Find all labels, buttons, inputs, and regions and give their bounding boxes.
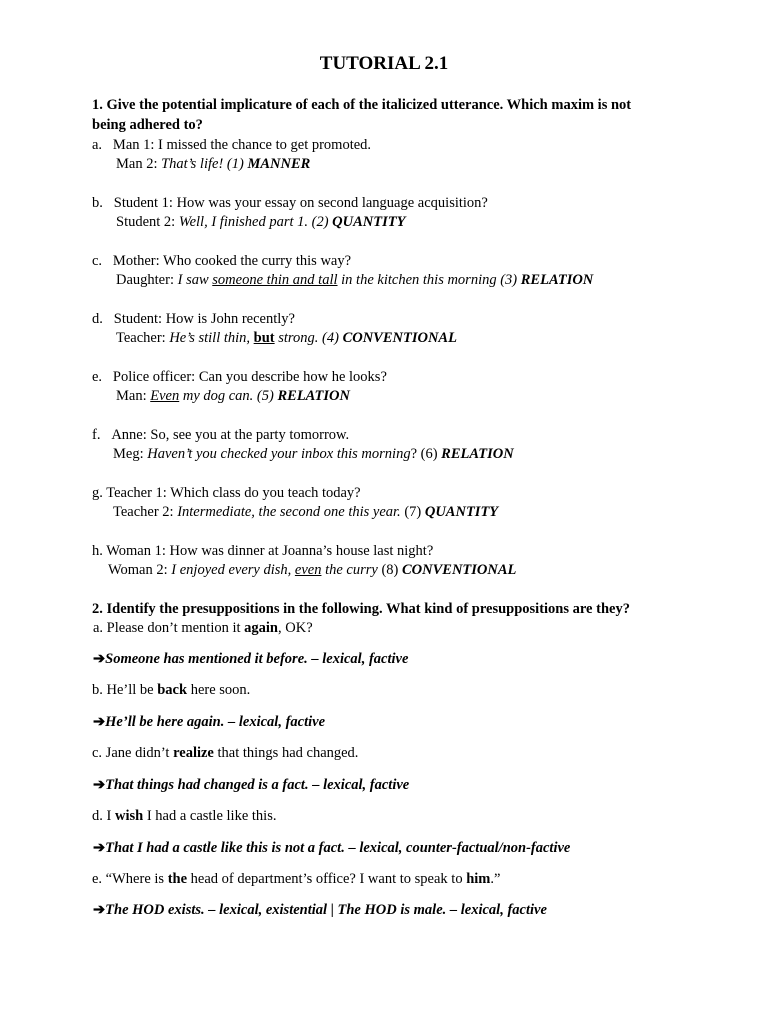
utterance-end: my dog can. (5) <box>179 388 278 404</box>
speaker: Teacher: <box>116 330 170 346</box>
arrow-icon: ➔ <box>93 902 106 918</box>
italic-utterance <box>150 388 277 404</box>
question-1-heading-line-2: being adhered to? <box>92 117 203 133</box>
q1-item-b-line-1: b. Student 1: How was your essay on second language acquisition? <box>92 195 488 211</box>
underlined-phrase: but <box>253 330 275 346</box>
q2-answer-b <box>93 713 325 731</box>
sentence-start: a. Please don’t mention it <box>93 620 245 636</box>
maxim-answer: CONVENTIONAL <box>342 330 457 346</box>
page-title: TUTORIAL 2.1 <box>319 53 449 74</box>
sentence-start: b. He’ll be <box>92 682 158 698</box>
answer-text: He’ll be here again. – lexical, factive <box>105 714 326 730</box>
sentence-start: d. I <box>92 808 115 824</box>
answer-text: That I had a castle like this is not a fact. – lexical, counter-factual/non-factive <box>105 840 571 856</box>
maxim-answer: MANNER <box>247 156 311 172</box>
arrow-icon: ➔ <box>93 714 106 730</box>
speaker: Daughter: <box>116 272 178 288</box>
speaker: Man 2: <box>116 156 162 172</box>
italic-utterance <box>171 562 378 578</box>
q2-answer-d <box>93 839 570 857</box>
italic-utterance: Well, I finished part 1. (2) <box>178 214 333 230</box>
maxim-answer: RELATION <box>441 446 514 462</box>
speaker: Man: <box>116 388 151 404</box>
q1-item-g-line-2 <box>113 503 498 521</box>
speaker: Meg: <box>113 446 148 462</box>
speaker: Teacher 2: <box>113 504 178 520</box>
sentence-end: , OK? <box>278 620 313 636</box>
maxim-answer: RELATION <box>277 388 350 404</box>
item-number: ? (6) <box>410 446 442 462</box>
q2-item-c <box>92 744 358 762</box>
q1-item-h-line-2 <box>108 561 516 579</box>
answer-text: Someone has mentioned it before. – lexical, factive <box>105 651 409 667</box>
underlined-phrase: Even <box>150 388 180 404</box>
italic-utterance <box>169 330 342 346</box>
utterance-start: I enjoyed every dish, <box>171 562 295 578</box>
q1-item-c-line-1: c. Mother: Who cooked the curry this way? <box>92 253 352 269</box>
q2-item-b <box>92 681 250 699</box>
q1-item-h-line-1: h. Woman 1: How was dinner at Joanna’s house last night? <box>92 543 434 559</box>
q1-item-a-line-2 <box>116 155 310 173</box>
speaker: Student 2: <box>116 214 179 230</box>
sentence-end: .” <box>490 871 501 887</box>
q1-item-f-line-2 <box>113 445 514 463</box>
sentence-end: here soon. <box>187 682 251 698</box>
speaker: Woman 2: <box>108 562 172 578</box>
trigger-word: wish <box>114 808 144 824</box>
item-number: (8) <box>377 562 402 578</box>
italic-utterance: Haven’t you checked your inbox this morning <box>147 446 411 462</box>
question-1-heading-line-1: 1. Give the potential implicature of each of the italicized utterance. Which maxim is not <box>92 97 632 113</box>
q1-item-d-line-2 <box>116 329 457 347</box>
q1-item-c-line-2 <box>116 271 593 289</box>
question-2-heading: 2. Identify the presuppositions in the following. What kind of presuppositions are they? <box>92 601 630 617</box>
q2-item-e <box>92 870 500 888</box>
item-number: (7) <box>400 504 425 520</box>
trigger-word-2: him <box>466 871 491 887</box>
utterance-end: in the kitchen this morning (3) <box>337 272 521 288</box>
arrow-icon: ➔ <box>93 840 106 856</box>
italic-utterance: Intermediate, the second one this year. <box>177 504 401 520</box>
answer-text: The HOD exists. – lexical, existential | The HOD is male. – lexical, factive <box>105 902 547 918</box>
q1-item-e-line-1: e. Police officer: Can you describe how he looks? <box>92 369 387 385</box>
underlined-phrase: even <box>294 562 322 578</box>
trigger-word: back <box>157 682 188 698</box>
arrow-icon: ➔ <box>93 777 106 793</box>
q1-item-b-line-2 <box>116 213 405 231</box>
q1-item-a-line-1: a. Man 1: I missed the chance to get promoted. <box>92 137 372 153</box>
sentence-end: I had a castle like this. <box>143 808 277 824</box>
italic-utterance <box>178 272 521 288</box>
q1-item-d-line-1: d. Student: How is John recently? <box>92 311 295 327</box>
q2-item-a <box>93 619 313 637</box>
utterance-end: the curry <box>321 562 378 578</box>
italic-utterance: That’s life! (1) <box>161 156 248 172</box>
q2-item-d <box>92 807 276 825</box>
sentence-middle: head of department’s office? I want to speak to <box>187 871 467 887</box>
q2-answer-c <box>93 776 409 794</box>
answer-text: That things had changed is a fact. – lexical, factive <box>105 777 410 793</box>
maxim-answer: RELATION <box>520 272 594 288</box>
maxim-answer: QUANTITY <box>424 504 499 520</box>
sentence-start: c. Jane didn’t <box>92 745 174 761</box>
q1-item-g-line-1: g. Teacher 1: Which class do you teach today? <box>92 485 361 501</box>
sentence-end: that things had changed. <box>213 745 359 761</box>
trigger-word: the <box>167 871 188 887</box>
maxim-answer: QUANTITY <box>332 214 406 230</box>
trigger-word: again <box>244 620 278 636</box>
maxim-answer: CONVENTIONAL <box>402 562 517 578</box>
utterance-start: He’s still thin, <box>169 330 254 346</box>
utterance-end: strong. (4) <box>274 330 343 346</box>
sentence-start: e. “Where is <box>92 871 168 887</box>
q1-item-f-line-1: f. Anne: So, see you at the party tomorrow. <box>92 427 350 443</box>
utterance-start: I saw <box>177 272 213 288</box>
q1-item-e-line-2 <box>116 387 350 405</box>
trigger-word: realize <box>173 745 214 761</box>
arrow-icon: ➔ <box>93 651 106 667</box>
underlined-phrase: someone thin and tall <box>212 272 338 288</box>
q2-answer-a <box>93 650 408 668</box>
q2-answer-e <box>93 901 547 919</box>
